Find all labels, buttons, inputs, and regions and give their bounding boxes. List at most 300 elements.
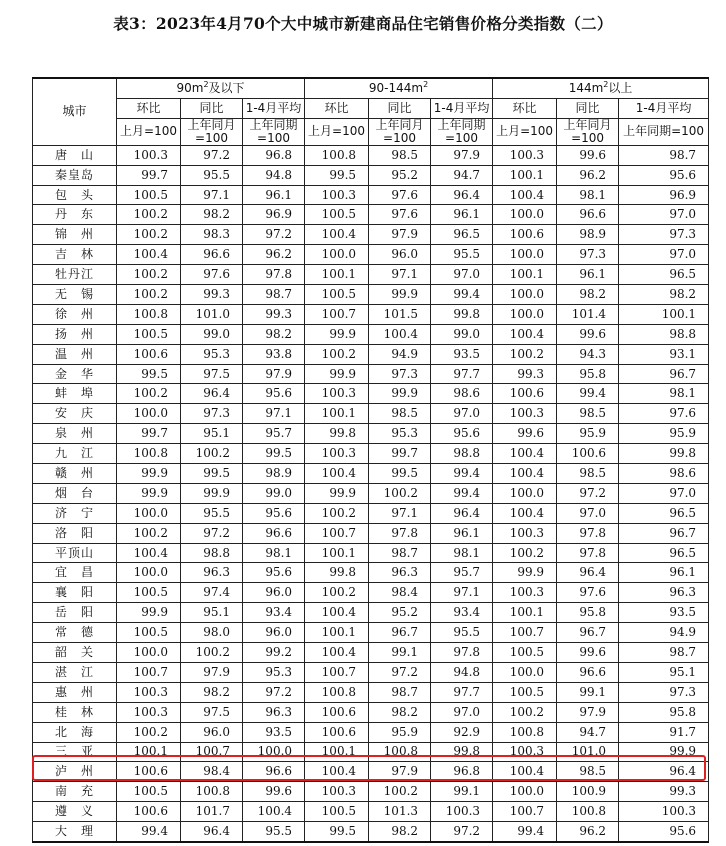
table-row <box>33 682 709 702</box>
value-cell: 95.6 <box>243 503 305 523</box>
value-cell: 99.9 <box>117 464 181 484</box>
value-cell: 100.6 <box>117 762 181 782</box>
value-cell: 98.7 <box>619 643 709 663</box>
header-base-1-3: 上年同期=100 <box>243 118 305 145</box>
value-cell: 97.2 <box>181 145 243 165</box>
value-cell: 98.2 <box>369 822 431 842</box>
value-cell: 100.1 <box>305 742 369 762</box>
city-cell: 南 充 <box>33 782 117 802</box>
value-cell: 97.7 <box>431 364 493 384</box>
value-cell: 100.6 <box>493 384 557 404</box>
value-cell: 99.4 <box>431 285 493 305</box>
value-cell: 100.3 <box>619 802 709 822</box>
table-row <box>33 722 709 742</box>
value-cell: 97.6 <box>619 404 709 424</box>
table-row <box>33 145 709 165</box>
value-cell: 99.3 <box>493 364 557 384</box>
value-cell: 96.1 <box>431 205 493 225</box>
value-cell: 100.5 <box>117 583 181 603</box>
value-cell: 97.1 <box>431 583 493 603</box>
value-cell: 97.3 <box>181 404 243 424</box>
value-cell: 97.3 <box>619 682 709 702</box>
header-sub-1-1: 环比 <box>117 98 181 118</box>
value-cell: 98.7 <box>369 543 431 563</box>
header-sub-1-3: 1-4月平均 <box>243 98 305 118</box>
city-cell: 唐 山 <box>33 145 117 165</box>
value-cell: 99.5 <box>181 464 243 484</box>
value-cell: 100.9 <box>557 782 619 802</box>
table-row <box>33 424 709 444</box>
value-cell: 99.9 <box>493 563 557 583</box>
value-cell: 99.0 <box>243 483 305 503</box>
value-cell: 93.4 <box>243 603 305 623</box>
value-cell: 99.9 <box>619 742 709 762</box>
value-cell: 96.6 <box>243 523 305 543</box>
header-sub-1-2: 同比 <box>181 98 243 118</box>
value-cell: 100.2 <box>117 225 181 245</box>
value-cell: 98.1 <box>619 384 709 404</box>
city-cell: 锦 州 <box>33 225 117 245</box>
value-cell: 94.8 <box>243 165 305 185</box>
value-cell: 98.0 <box>181 623 243 643</box>
value-cell: 100.2 <box>305 583 369 603</box>
value-cell: 100.2 <box>117 722 181 742</box>
value-cell: 98.9 <box>243 464 305 484</box>
value-cell: 99.4 <box>431 464 493 484</box>
value-cell: 100.4 <box>369 324 431 344</box>
value-cell: 95.9 <box>619 424 709 444</box>
value-cell: 98.2 <box>557 285 619 305</box>
value-cell: 100.5 <box>117 185 181 205</box>
value-cell: 97.7 <box>431 682 493 702</box>
value-cell: 100.3 <box>117 682 181 702</box>
value-cell: 100.7 <box>117 662 181 682</box>
value-cell: 95.7 <box>431 563 493 583</box>
value-cell: 96.6 <box>181 245 243 265</box>
value-cell: 95.8 <box>557 364 619 384</box>
city-cell: 烟 台 <box>33 483 117 503</box>
table-row <box>33 245 709 265</box>
value-cell: 97.1 <box>369 503 431 523</box>
value-cell: 98.4 <box>181 762 243 782</box>
value-cell: 100.7 <box>305 523 369 543</box>
value-cell: 97.1 <box>243 404 305 424</box>
value-cell: 99.8 <box>305 424 369 444</box>
value-cell: 100.7 <box>493 623 557 643</box>
value-cell: 96.9 <box>619 185 709 205</box>
city-cell: 牡丹江 <box>33 265 117 285</box>
value-cell: 99.7 <box>117 165 181 185</box>
value-cell: 100.1 <box>619 304 709 324</box>
value-cell: 95.6 <box>619 165 709 185</box>
value-cell: 97.0 <box>619 205 709 225</box>
city-cell: 韶 关 <box>33 643 117 663</box>
value-cell: 99.9 <box>369 384 431 404</box>
value-cell: 100.0 <box>243 742 305 762</box>
value-cell: 96.5 <box>619 543 709 563</box>
value-cell: 100.1 <box>305 265 369 285</box>
value-cell: 97.9 <box>431 145 493 165</box>
value-cell: 95.3 <box>181 344 243 364</box>
table-row <box>33 265 709 285</box>
value-cell: 97.9 <box>557 702 619 722</box>
header-city: 城市 <box>33 78 117 145</box>
value-cell: 100.1 <box>493 165 557 185</box>
value-cell: 100.1 <box>493 265 557 285</box>
table-row <box>33 583 709 603</box>
table-row <box>33 662 709 682</box>
table-row <box>33 304 709 324</box>
value-cell: 100.2 <box>181 643 243 663</box>
value-cell: 100.0 <box>493 285 557 305</box>
value-cell: 99.6 <box>557 324 619 344</box>
value-cell: 100.3 <box>493 742 557 762</box>
city-cell: 三 亚 <box>33 742 117 762</box>
value-cell: 100.0 <box>493 245 557 265</box>
value-cell: 100.5 <box>305 205 369 225</box>
value-cell: 97.0 <box>431 404 493 424</box>
city-cell: 襄 阳 <box>33 583 117 603</box>
value-cell: 98.1 <box>431 543 493 563</box>
value-cell: 97.9 <box>369 225 431 245</box>
value-cell: 100.5 <box>117 623 181 643</box>
value-cell: 97.5 <box>181 364 243 384</box>
value-cell: 100.1 <box>305 404 369 424</box>
city-cell: 赣 州 <box>33 464 117 484</box>
value-cell: 100.5 <box>305 285 369 305</box>
value-cell: 99.9 <box>369 285 431 305</box>
value-cell: 94.9 <box>369 344 431 364</box>
value-cell: 95.8 <box>619 702 709 722</box>
value-cell: 98.8 <box>181 543 243 563</box>
value-cell: 99.0 <box>181 324 243 344</box>
value-cell: 99.5 <box>305 165 369 185</box>
value-cell: 95.8 <box>557 603 619 623</box>
value-cell: 94.3 <box>557 344 619 364</box>
value-cell: 97.6 <box>557 583 619 603</box>
value-cell: 100.2 <box>117 523 181 543</box>
header-base-3-3: 上年同期=100 <box>619 118 709 145</box>
value-cell: 100.2 <box>493 702 557 722</box>
header-sub-2-2: 同比 <box>369 98 431 118</box>
header-base-1-2: 上年同月=100 <box>181 118 243 145</box>
table-row <box>33 404 709 424</box>
value-cell: 100.0 <box>493 205 557 225</box>
header-base-2-2: 上年同月=100 <box>369 118 431 145</box>
value-cell: 100.8 <box>117 444 181 464</box>
value-cell: 98.8 <box>619 324 709 344</box>
value-cell: 95.3 <box>369 424 431 444</box>
value-cell: 94.7 <box>557 722 619 742</box>
city-cell: 徐 州 <box>33 304 117 324</box>
city-cell: 岳 阳 <box>33 603 117 623</box>
value-cell: 97.3 <box>619 225 709 245</box>
value-cell: 95.7 <box>243 424 305 444</box>
table-row <box>33 742 709 762</box>
value-cell: 100.8 <box>117 304 181 324</box>
value-cell: 99.9 <box>117 483 181 503</box>
value-cell: 97.0 <box>557 503 619 523</box>
city-cell: 湛 江 <box>33 662 117 682</box>
value-cell: 96.2 <box>243 245 305 265</box>
city-cell: 温 州 <box>33 344 117 364</box>
header-group-2: $90-144m^2$ <box>305 78 493 98</box>
value-cell: 100.8 <box>369 742 431 762</box>
value-cell: 101.5 <box>369 304 431 324</box>
value-cell: 100.5 <box>493 682 557 702</box>
table-row <box>33 225 709 245</box>
value-cell: 98.2 <box>369 702 431 722</box>
value-cell: 100.8 <box>181 782 243 802</box>
value-cell: 99.5 <box>243 444 305 464</box>
value-cell: 95.6 <box>243 563 305 583</box>
page-title: 表3：2023年4月70个大中城市新建商品住宅销售价格分类指数（二） <box>113 14 613 33</box>
value-cell: 96.6 <box>557 205 619 225</box>
value-cell: 95.6 <box>619 822 709 842</box>
value-cell: 99.4 <box>557 384 619 404</box>
value-cell: 96.2 <box>557 165 619 185</box>
value-cell: 95.1 <box>181 603 243 623</box>
value-cell: 95.6 <box>431 424 493 444</box>
value-cell: 100.4 <box>493 185 557 205</box>
value-cell: 98.2 <box>243 324 305 344</box>
value-cell: 97.2 <box>431 822 493 842</box>
value-cell: 96.4 <box>181 822 243 842</box>
value-cell: 96.0 <box>369 245 431 265</box>
value-cell: 100.0 <box>493 662 557 682</box>
value-cell: 100.3 <box>305 444 369 464</box>
value-cell: 97.2 <box>243 225 305 245</box>
value-cell: 96.5 <box>431 225 493 245</box>
value-cell: 95.1 <box>619 662 709 682</box>
value-cell: 100.4 <box>493 503 557 523</box>
value-cell: 99.9 <box>305 324 369 344</box>
city-cell: 包 头 <box>33 185 117 205</box>
value-cell: 99.5 <box>305 822 369 842</box>
value-cell: 94.7 <box>431 165 493 185</box>
value-cell: 99.7 <box>117 424 181 444</box>
table-row <box>33 344 709 364</box>
value-cell: 98.1 <box>243 543 305 563</box>
value-cell: 97.0 <box>619 245 709 265</box>
city-cell: 惠 州 <box>33 682 117 702</box>
value-cell: 100.3 <box>493 523 557 543</box>
header-sub-2-1: 环比 <box>305 98 369 118</box>
value-cell: 98.7 <box>619 145 709 165</box>
value-cell: 100.5 <box>305 802 369 822</box>
value-cell: 101.7 <box>181 802 243 822</box>
value-cell: 96.4 <box>557 563 619 583</box>
value-cell: 100.4 <box>493 324 557 344</box>
value-cell: 100.7 <box>493 802 557 822</box>
value-cell: 96.8 <box>431 762 493 782</box>
value-cell: 100.3 <box>493 583 557 603</box>
value-cell: 94.8 <box>431 662 493 682</box>
city-cell: 安 庆 <box>33 404 117 424</box>
value-cell: 100.6 <box>305 722 369 742</box>
header-base-2-3: 上年同期=100 <box>431 118 493 145</box>
value-cell: 97.6 <box>369 185 431 205</box>
value-cell: 100.2 <box>493 344 557 364</box>
value-cell: 98.6 <box>431 384 493 404</box>
city-cell: 大 理 <box>33 822 117 842</box>
value-cell: 100.6 <box>305 702 369 722</box>
city-cell: 泸 州 <box>33 762 117 782</box>
value-cell: 100.5 <box>493 643 557 663</box>
value-cell: 99.0 <box>431 324 493 344</box>
price-index-table <box>32 77 709 843</box>
value-cell: 96.3 <box>181 563 243 583</box>
header-sub-3-2: 同比 <box>557 98 619 118</box>
value-cell: 96.4 <box>619 762 709 782</box>
value-cell: 100.6 <box>117 344 181 364</box>
value-cell: 100.2 <box>369 782 431 802</box>
value-cell: 100.7 <box>305 662 369 682</box>
value-cell: 100.4 <box>493 464 557 484</box>
value-cell: 101.3 <box>369 802 431 822</box>
table-row <box>33 802 709 822</box>
table-row <box>33 464 709 484</box>
value-cell: 99.6 <box>243 782 305 802</box>
value-cell: 100.1 <box>305 543 369 563</box>
value-cell: 100.5 <box>117 782 181 802</box>
value-cell: 99.2 <box>243 643 305 663</box>
table-row <box>33 643 709 663</box>
value-cell: 96.9 <box>243 205 305 225</box>
city-cell: 宜 昌 <box>33 563 117 583</box>
value-cell: 99.7 <box>369 444 431 464</box>
value-cell: 100.2 <box>117 384 181 404</box>
value-cell: 97.2 <box>369 662 431 682</box>
value-cell: 99.4 <box>493 822 557 842</box>
value-cell: 96.0 <box>181 722 243 742</box>
value-cell: 93.5 <box>243 722 305 742</box>
value-cell: 98.9 <box>557 225 619 245</box>
value-cell: 100.0 <box>117 404 181 424</box>
value-cell: 99.3 <box>619 782 709 802</box>
value-cell: 100.2 <box>117 205 181 225</box>
value-cell: 96.5 <box>619 265 709 285</box>
value-cell: 100.0 <box>493 304 557 324</box>
value-cell: 98.6 <box>619 464 709 484</box>
value-cell: 95.2 <box>369 165 431 185</box>
value-cell: 100.3 <box>305 185 369 205</box>
value-cell: 100.0 <box>305 245 369 265</box>
city-cell: 秦皇岛 <box>33 165 117 185</box>
table-row <box>33 483 709 503</box>
value-cell: 98.5 <box>557 762 619 782</box>
value-cell: 97.8 <box>431 643 493 663</box>
value-cell: 99.9 <box>117 603 181 623</box>
value-cell: 97.0 <box>431 702 493 722</box>
value-cell: 97.0 <box>619 483 709 503</box>
value-cell: 96.5 <box>619 503 709 523</box>
value-cell: 100.6 <box>493 225 557 245</box>
value-cell: 97.8 <box>557 523 619 543</box>
value-cell: 100.2 <box>369 483 431 503</box>
value-cell: 100.4 <box>305 603 369 623</box>
value-cell: 95.2 <box>369 603 431 623</box>
city-cell: 金 华 <box>33 364 117 384</box>
city-cell: 济 宁 <box>33 503 117 523</box>
value-cell: 100.7 <box>181 742 243 762</box>
table-row <box>33 782 709 802</box>
value-cell: 96.6 <box>557 662 619 682</box>
value-cell: 99.9 <box>181 483 243 503</box>
value-cell: 99.9 <box>305 483 369 503</box>
value-cell: 100.8 <box>557 802 619 822</box>
value-cell: 100.0 <box>117 563 181 583</box>
value-cell: 100.0 <box>117 503 181 523</box>
value-cell: 97.8 <box>243 265 305 285</box>
header-base-3-2: 上年同月=100 <box>557 118 619 145</box>
value-cell: 99.1 <box>369 643 431 663</box>
value-cell: 96.0 <box>243 623 305 643</box>
value-cell: 96.7 <box>619 523 709 543</box>
value-cell: 96.2 <box>557 822 619 842</box>
city-cell: 吉 林 <box>33 245 117 265</box>
value-cell: 100.4 <box>493 444 557 464</box>
city-cell: 北 海 <box>33 722 117 742</box>
value-cell: 100.3 <box>493 145 557 165</box>
value-cell: 100.0 <box>493 782 557 802</box>
header-group-3: $144m^2$以上 <box>493 78 709 98</box>
value-cell: 93.1 <box>619 344 709 364</box>
value-cell: 100.1 <box>117 742 181 762</box>
table-row <box>33 285 709 305</box>
value-cell: 99.6 <box>493 424 557 444</box>
table-row <box>33 563 709 583</box>
value-cell: 98.3 <box>181 225 243 245</box>
value-cell: 99.5 <box>117 364 181 384</box>
city-cell: 丹 东 <box>33 205 117 225</box>
value-cell: 97.1 <box>369 265 431 285</box>
value-cell: 100.1 <box>305 623 369 643</box>
value-cell: 99.4 <box>431 483 493 503</box>
value-cell: 93.4 <box>431 603 493 623</box>
value-cell: 96.7 <box>369 623 431 643</box>
table-row <box>33 165 709 185</box>
value-cell: 93.8 <box>243 344 305 364</box>
value-cell: 100.0 <box>493 483 557 503</box>
table-row <box>33 185 709 205</box>
value-cell: 97.2 <box>243 682 305 702</box>
value-cell: 100.2 <box>305 503 369 523</box>
value-cell: 100.3 <box>305 782 369 802</box>
city-cell: 扬 州 <box>33 324 117 344</box>
city-cell: 泉 州 <box>33 424 117 444</box>
value-cell: 97.6 <box>369 205 431 225</box>
value-cell: 100.4 <box>305 225 369 245</box>
value-cell: 99.8 <box>431 304 493 324</box>
value-cell: 95.5 <box>243 822 305 842</box>
value-cell: 100.4 <box>117 245 181 265</box>
header-base-3-1: 上月=100 <box>493 118 557 145</box>
table-row <box>33 702 709 722</box>
header-sub-3-1: 环比 <box>493 98 557 118</box>
value-cell: 101.0 <box>181 304 243 324</box>
value-cell: 97.8 <box>557 543 619 563</box>
value-cell: 101.4 <box>557 304 619 324</box>
city-cell: 洛 阳 <box>33 523 117 543</box>
value-cell: 98.2 <box>181 205 243 225</box>
value-cell: 95.5 <box>181 165 243 185</box>
value-cell: 99.6 <box>557 643 619 663</box>
value-cell: 100.4 <box>493 762 557 782</box>
value-cell: 96.1 <box>619 563 709 583</box>
value-cell: 100.4 <box>117 543 181 563</box>
table-row <box>33 503 709 523</box>
